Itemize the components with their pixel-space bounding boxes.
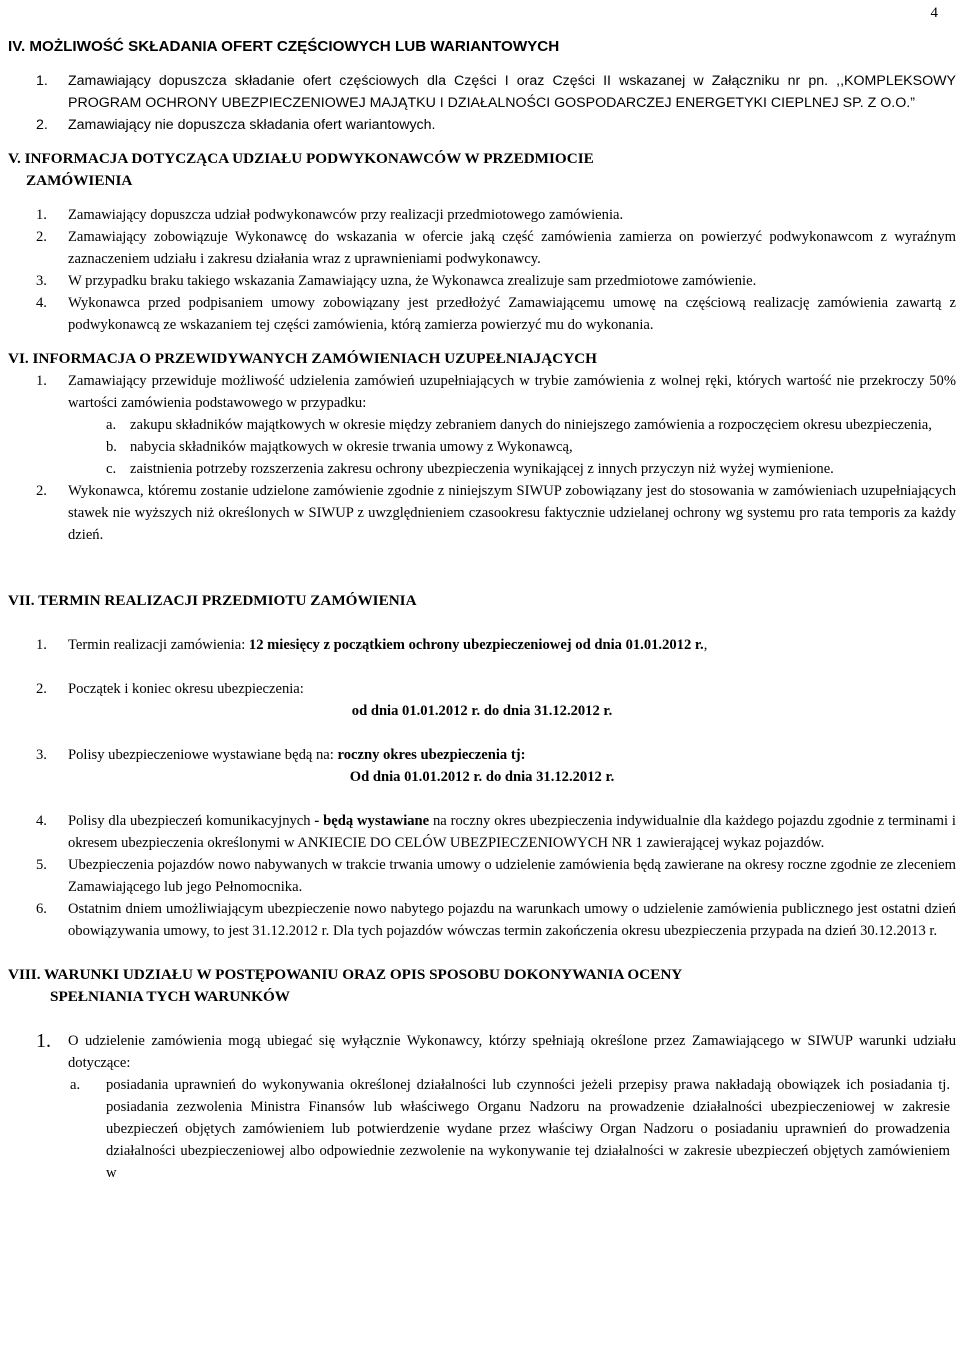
section-viii-sub-a xyxy=(8,1074,956,1184)
page-number: 4 xyxy=(930,5,938,21)
item-number: 4. xyxy=(36,295,47,311)
section-vi-sub-a xyxy=(8,414,956,436)
section-iv-item-2 xyxy=(8,114,956,136)
section-vii-item-2-dates: od dnia 01.01.2012 r. do dnia 31.12.2012 r. xyxy=(351,703,613,719)
item-text-bold: roczny okres ubezpieczenia tj: xyxy=(337,747,526,763)
section-v-item-3 xyxy=(8,270,956,292)
section-viii-heading-line2: SPEŁNIANIA TYCH WARUNKÓW xyxy=(50,988,290,1005)
section-vi-sub-c xyxy=(8,458,956,480)
section-v-item-4 xyxy=(8,292,956,336)
section-vi-sub-b xyxy=(8,436,956,458)
document-page xyxy=(8,36,956,1184)
item-text: Wykonawca, któremu zostanie udzielone zamówienie zgodnie z niniejszym SIWUP zobowiązany jest do stosowania w zamówieniach uzupełniających stawek nie wyższych niż określonych w SIWUP z uwzględnieniem czasookresu faktycznie udzielanej ochrony wg systemu pro rata temporis za każdy dzień. xyxy=(68,483,956,543)
section-v-heading xyxy=(8,148,956,192)
section-vii-item-3 xyxy=(8,744,956,766)
section-iv-item-1 xyxy=(8,70,956,114)
sub-text: zaistnienia potrzeby rozszerzenia zakresu ochrony ubezpieczenia wynikającej z innych przyczyn niż wyżej wymienione. xyxy=(130,461,834,477)
sub-letter: a. xyxy=(70,1077,81,1093)
item-text: Zamawiający nie dopuszcza składania ofert wariantowych. xyxy=(68,117,436,133)
item-number: 5. xyxy=(36,857,47,873)
section-v-heading-line2: ZAMÓWIENIA xyxy=(26,172,133,189)
item-text: Zamawiający dopuszcza udział podwykonawców przy realizacji przedmiotowego zamówienia. xyxy=(68,207,624,223)
section-viii-heading xyxy=(8,964,956,1008)
item-number: 1. xyxy=(36,73,48,89)
item-text: Zamawiający przewiduje możliwość udzielenia zamówień uzupełniających w trybie zamówienia z wolnej ręki, których wartość nie przekroczy 50% wartości zamówienia podstawowego w przypadku: xyxy=(68,373,956,411)
item-text-pre: Polisy ubezpieczeniowe wystawiane będą na: xyxy=(68,747,338,763)
item-text-bold: 12 miesięcy z początkiem ochrony ubezpieczeniowej od dnia 01.01.2012 r. xyxy=(248,637,704,653)
sub-letter: b. xyxy=(106,439,117,455)
item-number: 1. xyxy=(36,373,47,389)
item-text: Ubezpieczenia pojazdów nowo nabywanych w trakcie trwania umowy o udzielenie zamówienia będą zawierane na okresy roczne zgodnie ze zleceniem Zamawiającego lub jego Pełnomocnika. xyxy=(68,857,956,895)
section-vii-heading: VII. TERMIN REALIZACJI PRZEDMIOTU ZAMÓWIENIA xyxy=(8,592,417,609)
item-text: Ostatnim dniem umożliwiającym ubezpieczenie nowo nabytego pojazdu na warunkach umowy o udzielenie zamówienia publicznego jest ostatni dzień obowiązywania umowy, to jest 31.12.2012 r. Dla tych pojazdów wówczas termin zakończenia okresu ubezpieczenia przypada na dzień 30.12.2013 r. xyxy=(68,901,956,939)
section-vii-item-3-dates: Od dnia 01.01.2012 r. do dnia 31.12.2012 r. xyxy=(349,769,615,785)
item-number: 3. xyxy=(36,747,47,763)
sub-text: zakupu składników majątkowych w okresie między zebraniem danych do niniejszego zamówienia a rozpoczęciem okresu ubezpieczenia, xyxy=(130,417,932,433)
section-vii-item-5 xyxy=(8,854,956,898)
item-number: 2. xyxy=(36,229,47,245)
item-number: 6. xyxy=(36,901,47,917)
item-text: O udzielenie zamówienia mogą ubiegać się wyłącznie Wykonawcy, którzy spełniają określone przez Zamawiającego w SIWUP warunki udziału dotyczące: xyxy=(68,1033,956,1071)
item-text-post: , xyxy=(703,637,708,653)
sub-letter: c. xyxy=(106,461,117,477)
section-vii-item-6 xyxy=(8,898,956,942)
section-viii-heading-line1: VIII. WARUNKI UDZIAŁU W POSTĘPOWANIU ORAZ OPIS SPOSOBU DOKONYWANIA OCENY xyxy=(8,966,683,983)
item-text: Początek i koniec okresu ubezpieczenia: xyxy=(68,681,304,697)
section-vii-item-1 xyxy=(8,634,956,656)
item-text-pre: Polisy dla ubezpieczeń komunikacyjnych xyxy=(68,813,315,829)
sub-letter: a. xyxy=(106,417,117,433)
section-v-heading-line1: V. INFORMACJA DOTYCZĄCA UDZIAŁU PODWYKONAWCÓW W PRZEDMIOCIE xyxy=(8,150,594,167)
section-vii-item-2 xyxy=(8,678,956,700)
section-vi-item-2 xyxy=(8,480,956,546)
section-vii-item-4 xyxy=(8,810,956,854)
item-text-bold: - będą wystawiane xyxy=(314,813,430,829)
item-number: 2. xyxy=(36,483,47,499)
section-v-item-1 xyxy=(8,204,956,226)
item-number: 1. xyxy=(36,1030,51,1052)
section-iv-heading: IV. MOŻLIWOŚĆ SKŁADANIA OFERT CZĘŚCIOWYCH LUB WARIANTOWYCH xyxy=(8,38,560,55)
sub-text: nabycia składników majątkowych w okresie trwania umowy z Wykonawcą, xyxy=(130,439,573,455)
item-number: 2. xyxy=(36,681,47,697)
section-vi-item-1 xyxy=(8,370,956,414)
item-number: 1. xyxy=(36,637,47,653)
item-number: 4. xyxy=(36,813,47,829)
item-text-post: na roczny okres ubezpieczenia indywidualnie dla każdego pojazdu zgodnie z terminami i okresem ubezpieczenia określonymi w ANKIECIE DO CELÓW UBEZPIECZENIOWYCH NR 1 zawierającej wykaz pojazdów. xyxy=(68,813,956,851)
item-number: 1. xyxy=(36,207,47,223)
item-number: 2. xyxy=(36,117,48,133)
item-text-pre: Termin realizacji zamówienia: xyxy=(68,637,249,653)
section-vi-heading: VI. INFORMACJA O PRZEWIDYWANYCH ZAMÓWIENIACH UZUPEŁNIAJĄCYCH xyxy=(8,350,597,367)
item-text: W przypadku braku takiego wskazania Zamawiający uzna, że Wykonawca zrealizuje sam przedmiotowe zamówienie. xyxy=(68,273,757,289)
item-text: Zamawiający zobowiązuje Wykonawcę do wskazania w ofercie jaką część zamówienia zamierza on powierzyć podwykonawcom z wyraźnym zaznaczeniem udziału i zakresu działania wraz z uprawnieniami podwykonawcy. xyxy=(68,229,956,267)
section-viii-item-1 xyxy=(8,1030,956,1074)
item-number: 3. xyxy=(36,273,47,289)
item-text: Zamawiający dopuszcza składanie ofert częściowych dla Części I oraz Części II wskazanej w Załączniku nr pn. ,,KOMPLEKSOWY PROGRAM OCHRONY UBEZPIECZENIOWEJ MAJĄTKU I DZIAŁALNOŚCI GOSPODARCZEJ ENERGETYKI CIEPLNEJ SP. Z O.O.” xyxy=(68,73,956,111)
item-text: Wykonawca przed podpisaniem umowy zobowiązany jest przedłożyć Zamawiającemu umowę na częściową realizację zamówienia zawartą z podwykonawcą ze wskazaniem tej części zamówienia, którą zamierza powierzyć mu do wykonania. xyxy=(68,295,956,333)
sub-text: posiadania uprawnień do wykonywania określonej działalności lub czynności jeżeli przepisy prawa nakładają obowiązek ich posiadania tj. posiadania zezwolenia Ministra Finansów lub właściwego Organu Nadzoru na prowadzenie działalności ubezpieczeniowej w zakresie ubezpieczeń objętych zamówieniem lub potwierdzenie wydane przez właściwy Organ Nadzoru o posiadaniu uprawnień do prowadzenia działalności ubezpieczeniowej albo odpowiednie zezwolenie na wykonywanie tej działalności w zakresie ubezpieczeń objętych zamówieniem w xyxy=(106,1077,950,1181)
section-v-item-2 xyxy=(8,226,956,270)
